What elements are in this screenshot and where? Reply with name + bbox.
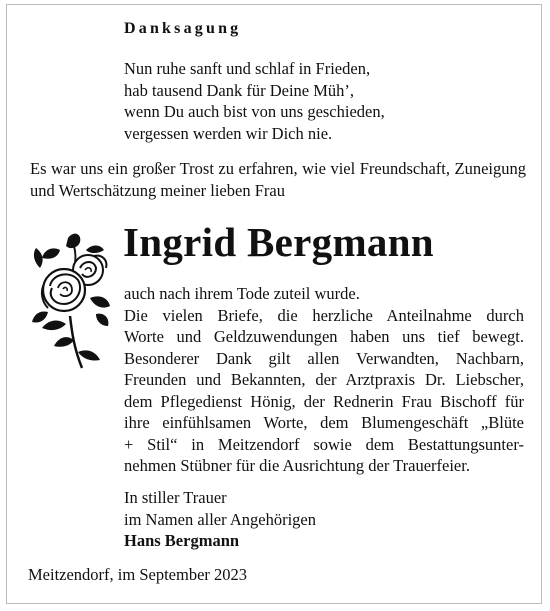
body-line: nehmen Stübner für die Ausrichtung der Trauerfeier. [124, 456, 470, 475]
notice-heading: Danksagung [124, 20, 242, 37]
signoff-line: im Namen aller Angehörigen [124, 509, 316, 529]
rose-icon [30, 228, 112, 370]
poem [124, 58, 385, 144]
deceased-name: Ingrid Bergmann [123, 219, 434, 265]
body-line: Worte und Geldzuwendungen haben uns tief bewegt. [124, 327, 524, 346]
body-line: ihre einfühlsamen Worte, dem Blumengeschäft „Blüte [124, 413, 524, 432]
signoff-line: In stiller Trauer [124, 488, 227, 507]
body-line: dem Pflegedienst Hönig, der Rednerin Frau Bischoff für [124, 391, 524, 411]
poem-line: Nun ruhe sanft und schlaf in Frieden, [124, 59, 371, 78]
poem-line: wenn Du auch bist von uns geschieden, [124, 102, 385, 121]
poem-line: vergessen werden wir Dich nie. [124, 123, 333, 143]
poem-line: hab tausend Dank für Deine Müh’, [124, 80, 355, 100]
body-line: Die vielen Briefe, die herzliche Anteilnahme durch [124, 305, 524, 325]
signer-name: Hans Bergmann [124, 531, 240, 550]
place-date: Meitzendorf, im September 2023 [28, 565, 248, 584]
body-line: + Stil“ in Meitzendorf sowie dem Bestattungsunter- [124, 434, 524, 454]
body-line: auch nach ihrem Tode zuteil wurde. [124, 284, 360, 303]
body-line: Besonderer Dank gilt allen Verwandten, Nachbarn, [124, 348, 524, 368]
body-paragraph [124, 283, 524, 477]
intro-paragraph: Es war uns ein großer Trost zu erfahren, wie viel Freundschaft, Zuneigung und Wertschätzung meiner lieben Frau [30, 159, 526, 200]
body-line: Freunden und Bekannten, der Arztpraxis Dr. Liebscher, [124, 370, 524, 389]
signoff [124, 487, 316, 552]
